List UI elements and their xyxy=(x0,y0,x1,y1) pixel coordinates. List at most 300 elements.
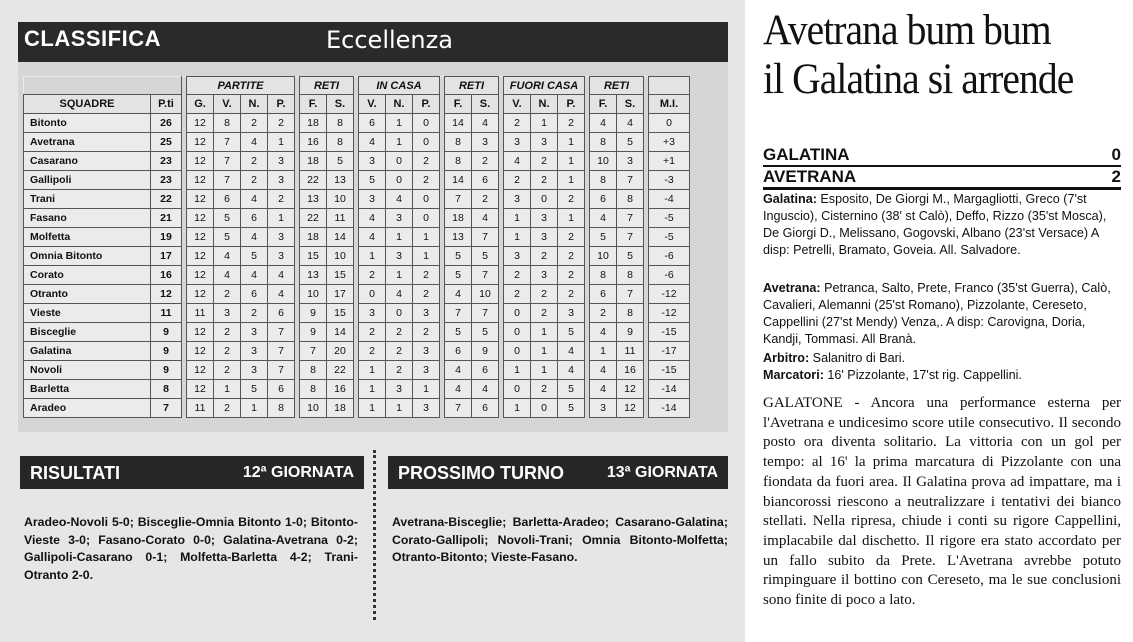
table-cell: -15 xyxy=(649,323,690,342)
avetrana-label: Avetrana: xyxy=(763,281,821,295)
column-header: F. xyxy=(590,95,617,114)
table-cell: 4 xyxy=(386,285,413,304)
table-cell: 1 xyxy=(359,380,386,399)
table-cell: 4 xyxy=(214,247,241,266)
table-cell: 4 xyxy=(617,114,644,133)
table-cell: 2 xyxy=(241,304,268,323)
table-cell: 7 xyxy=(617,209,644,228)
table-cell: -6 xyxy=(649,247,690,266)
table-cell: 2 xyxy=(558,247,585,266)
table-cell: 6 xyxy=(268,380,295,399)
team-name: Avetrana xyxy=(24,133,151,152)
table-cell: 2 xyxy=(268,114,295,133)
table-cell: 7 xyxy=(445,399,472,418)
table-cell: 12 xyxy=(617,399,644,418)
table-cell: 16 xyxy=(327,380,354,399)
group-reti-fuori: RETI xyxy=(590,77,644,95)
table-cell: 14 xyxy=(445,171,472,190)
table-cell: 0 xyxy=(504,342,531,361)
table-cell: 3 xyxy=(386,209,413,228)
table-cell: 2 xyxy=(504,114,531,133)
table-cell: 13 xyxy=(445,228,472,247)
table-cell: 5 xyxy=(214,228,241,247)
table-cell: 15 xyxy=(327,304,354,323)
table-cell: 8 xyxy=(327,133,354,152)
table-row xyxy=(24,266,690,285)
table-cell: 4 xyxy=(504,152,531,171)
table-cell: 1 xyxy=(386,399,413,418)
table-cell: -12 xyxy=(649,285,690,304)
table-cell: -14 xyxy=(649,380,690,399)
table-cell: 8 xyxy=(590,266,617,285)
table-cell: 1 xyxy=(386,228,413,247)
table-cell: 6 xyxy=(472,399,499,418)
table-cell: 6 xyxy=(241,209,268,228)
table-cell: 11 xyxy=(187,399,214,418)
table-cell: 8 xyxy=(617,266,644,285)
table-cell: 3 xyxy=(386,247,413,266)
team-points: 9 xyxy=(151,323,182,342)
table-cell: 14 xyxy=(445,114,472,133)
table-cell: 4 xyxy=(472,209,499,228)
table-cell: 11 xyxy=(187,304,214,323)
column-header: S. xyxy=(327,95,354,114)
table-cell: 13 xyxy=(300,190,327,209)
table-cell: 4 xyxy=(558,342,585,361)
team-name: Corato xyxy=(24,266,151,285)
team-points: 23 xyxy=(151,171,182,190)
table-cell: 22 xyxy=(300,209,327,228)
table-cell: 0 xyxy=(386,152,413,171)
table-cell: 12 xyxy=(187,152,214,171)
table-cell: 5 xyxy=(472,247,499,266)
home-team: GALATINA xyxy=(763,145,850,164)
table-cell: 1 xyxy=(531,342,558,361)
table-cell: 11 xyxy=(617,342,644,361)
table-cell: 3 xyxy=(268,247,295,266)
table-cell: 7 xyxy=(445,190,472,209)
table-cell: 2 xyxy=(359,323,386,342)
column-header: P. xyxy=(268,95,295,114)
table-cell: 1 xyxy=(504,228,531,247)
table-cell: 22 xyxy=(300,171,327,190)
table-cell: 1 xyxy=(386,114,413,133)
team-name: Trani xyxy=(24,190,151,209)
table-cell: 0 xyxy=(413,133,440,152)
table-cell: 12 xyxy=(187,342,214,361)
table-cell: 10 xyxy=(590,152,617,171)
table-cell: 17 xyxy=(327,285,354,304)
table-cell: 12 xyxy=(187,285,214,304)
table-cell: 7 xyxy=(268,342,295,361)
table-cell: 7 xyxy=(445,304,472,323)
table-row xyxy=(24,304,690,323)
column-header: P. xyxy=(413,95,440,114)
table-cell: 4 xyxy=(472,380,499,399)
table-cell: 0 xyxy=(386,304,413,323)
table-cell: 0 xyxy=(413,114,440,133)
table-cell: 1 xyxy=(359,399,386,418)
table-cell: 12 xyxy=(187,380,214,399)
table-cell: 4 xyxy=(359,209,386,228)
table-cell: 3 xyxy=(386,380,413,399)
table-cell: 5 xyxy=(241,380,268,399)
score-row-away xyxy=(763,167,1121,190)
table-cell: 3 xyxy=(241,361,268,380)
table-cell: 4 xyxy=(472,114,499,133)
table-cell: 8 xyxy=(445,133,472,152)
table-cell: 5 xyxy=(445,266,472,285)
table-row xyxy=(24,114,690,133)
table-cell: 1 xyxy=(413,228,440,247)
team-name: Molfetta xyxy=(24,228,151,247)
table-cell: 2 xyxy=(558,114,585,133)
column-header-row xyxy=(24,95,690,114)
column-header: N. xyxy=(241,95,268,114)
column-header: F. xyxy=(445,95,472,114)
article-headline xyxy=(763,6,1102,104)
column-header: G. xyxy=(187,95,214,114)
table-cell: 9 xyxy=(300,304,327,323)
table-cell: 2 xyxy=(241,114,268,133)
table-cell: 1 xyxy=(268,209,295,228)
column-divider xyxy=(373,450,382,620)
table-cell: -6 xyxy=(649,266,690,285)
table-cell: 3 xyxy=(531,133,558,152)
table-cell: 5 xyxy=(558,380,585,399)
table-cell: 1 xyxy=(558,152,585,171)
table-cell: 18 xyxy=(300,228,327,247)
team-points: 22 xyxy=(151,190,182,209)
table-cell: 3 xyxy=(531,228,558,247)
table-row xyxy=(24,247,690,266)
table-cell: 2 xyxy=(413,171,440,190)
galatina-label: Galatina: xyxy=(763,192,817,206)
table-cell: 7 xyxy=(214,152,241,171)
table-cell: 3 xyxy=(472,133,499,152)
table-cell: 18 xyxy=(300,114,327,133)
table-cell: 0 xyxy=(531,399,558,418)
standings-title: CLASSIFICA xyxy=(24,26,161,51)
table-cell: 4 xyxy=(214,266,241,285)
table-cell: 3 xyxy=(504,133,531,152)
table-cell: -5 xyxy=(649,228,690,247)
table-cell: 2 xyxy=(214,342,241,361)
team-points: 21 xyxy=(151,209,182,228)
column-header: V. xyxy=(214,95,241,114)
article-panel xyxy=(745,0,1133,642)
table-cell: 12 xyxy=(187,228,214,247)
team-points: 9 xyxy=(151,361,182,380)
table-cell: 2 xyxy=(531,247,558,266)
table-cell: 4 xyxy=(590,323,617,342)
table-cell: 1 xyxy=(504,399,531,418)
column-header: N. xyxy=(386,95,413,114)
table-cell: 12 xyxy=(617,380,644,399)
referee-line xyxy=(763,350,1121,367)
table-cell: 0 xyxy=(413,209,440,228)
table-cell: 8 xyxy=(617,190,644,209)
table-cell: 2 xyxy=(241,152,268,171)
table-row xyxy=(24,380,690,399)
table-cell: 3 xyxy=(413,361,440,380)
table-cell: 5 xyxy=(590,228,617,247)
table-cell: 5 xyxy=(617,247,644,266)
group-header-blank xyxy=(24,77,182,95)
team-points: 17 xyxy=(151,247,182,266)
table-cell: 2 xyxy=(214,285,241,304)
table-cell: 9 xyxy=(300,323,327,342)
galatina-players: Esposito, De Giorgi M., Margagliotti, Greco (7'st Inguscio), Cisternino (38' st Calò), Deffo, Rizzo (35'st Mosca), De Giorgi D., Melissano, Gogovski, Albano (23'st Versace) A disp: Petrelli, Bramato, Goveia. All. Salvadore. xyxy=(763,192,1107,257)
galatina-lineup xyxy=(763,191,1121,259)
table-cell: 11 xyxy=(327,209,354,228)
table-cell: 8 xyxy=(268,399,295,418)
table-cell: 2 xyxy=(214,361,241,380)
table-row xyxy=(24,171,690,190)
table-cell: 4 xyxy=(359,133,386,152)
table-cell: 18 xyxy=(327,399,354,418)
table-cell: 5 xyxy=(214,209,241,228)
scorers-line xyxy=(763,367,1121,384)
table-cell: 12 xyxy=(187,133,214,152)
table-cell: -12 xyxy=(649,304,690,323)
table-cell: 2 xyxy=(504,285,531,304)
column-header: S. xyxy=(617,95,644,114)
table-cell: -14 xyxy=(649,399,690,418)
avetrana-players: Petranca, Salto, Prete, Franco (35'st Guerra), Calò, Cavalieri, Alemanni (25'st Romano), Pizzolante, Cereseto, Cappellini (27'st Mendy) Venza,. A disp: Carovigna, Doria, Kandji, Tommasi. All Branà. xyxy=(763,281,1111,346)
table-cell: 2 xyxy=(558,266,585,285)
table-cell: 4 xyxy=(386,190,413,209)
article-body: GALATONE - Ancora una performance esterna per l'Avetrana e undicesimo score utile consecutivo. Il secondo posto ora diventa solitario. La vittoria con un gol per tempo: al 16' la prima marcatura di Pizzolante con una fiondata da fuori area. Il Galatina prova ad impattare, ma i biancorossi riescono a neutralizzare i tentativi dei bianco stellati. Nella ripresa, chiude i conti su rigore Cappellini, implacabile dal dischetto. Il rigore era stato accordato per un fallo subito da Prete. L'Avetrana avrebbe potuto rimpinguare il bottino con Cereseto, ma le sue conclusioni sono finite di poco a lato. xyxy=(763,395,1121,609)
table-row xyxy=(24,342,690,361)
table-cell: 3 xyxy=(558,304,585,323)
table-cell: 1 xyxy=(359,361,386,380)
table-cell: +3 xyxy=(649,133,690,152)
table-cell: 16 xyxy=(300,133,327,152)
away-score: 2 xyxy=(1111,167,1121,186)
table-cell: 5 xyxy=(445,247,472,266)
table-cell: 2 xyxy=(386,342,413,361)
table-cell: 4 xyxy=(558,361,585,380)
table-cell: 2 xyxy=(413,266,440,285)
referee-label: Arbitro: xyxy=(763,351,810,365)
table-cell: 1 xyxy=(241,399,268,418)
table-cell: 2 xyxy=(531,171,558,190)
standings-body xyxy=(24,114,690,418)
table-cell: 12 xyxy=(187,171,214,190)
table-cell: 3 xyxy=(241,342,268,361)
table-cell: 3 xyxy=(590,399,617,418)
team-points: 26 xyxy=(151,114,182,133)
table-cell: 2 xyxy=(386,361,413,380)
table-cell: 2 xyxy=(504,171,531,190)
table-cell: 4 xyxy=(268,266,295,285)
table-cell: 8 xyxy=(617,304,644,323)
table-cell: 14 xyxy=(327,228,354,247)
table-cell: 1 xyxy=(214,380,241,399)
table-cell: 2 xyxy=(472,190,499,209)
team-name: Omnia Bitonto xyxy=(24,247,151,266)
table-cell: 8 xyxy=(590,133,617,152)
table-cell: 12 xyxy=(187,247,214,266)
table-cell: 3 xyxy=(413,399,440,418)
scorers-label: Marcatori: xyxy=(763,368,824,382)
table-cell: 1 xyxy=(413,380,440,399)
table-cell: -5 xyxy=(649,209,690,228)
table-cell: 8 xyxy=(300,361,327,380)
table-row xyxy=(24,133,690,152)
table-cell: 3 xyxy=(413,304,440,323)
table-cell: 1 xyxy=(558,133,585,152)
table-cell: 2 xyxy=(241,171,268,190)
table-cell: -15 xyxy=(649,361,690,380)
column-header: N. xyxy=(531,95,558,114)
table-cell: 2 xyxy=(413,285,440,304)
table-cell: 3 xyxy=(531,209,558,228)
team-name: Otranto xyxy=(24,285,151,304)
table-cell: 1 xyxy=(504,209,531,228)
table-cell: 2 xyxy=(386,323,413,342)
table-cell: 2 xyxy=(531,152,558,171)
table-cell: 2 xyxy=(531,380,558,399)
table-cell: 0 xyxy=(504,323,531,342)
table-cell: 4 xyxy=(590,380,617,399)
team-name: Vieste xyxy=(24,304,151,323)
table-cell: 8 xyxy=(590,171,617,190)
column-header: S. xyxy=(472,95,499,114)
headline-line-2: il Galatina si arrende xyxy=(763,56,1074,103)
group-in-casa: IN CASA xyxy=(359,77,440,95)
table-cell: 4 xyxy=(241,228,268,247)
next-round-title: PROSSIMO TURNO xyxy=(398,463,565,483)
table-cell: 10 xyxy=(327,190,354,209)
table-cell: 7 xyxy=(268,323,295,342)
table-cell: 18 xyxy=(445,209,472,228)
table-cell: 3 xyxy=(268,152,295,171)
standings-table xyxy=(23,76,690,418)
table-cell: 5 xyxy=(617,133,644,152)
table-cell: 1 xyxy=(531,114,558,133)
table-row xyxy=(24,209,690,228)
table-cell: 3 xyxy=(504,190,531,209)
team-points: 16 xyxy=(151,266,182,285)
table-cell: 6 xyxy=(445,342,472,361)
table-cell: 6 xyxy=(590,190,617,209)
column-header: P. xyxy=(558,95,585,114)
table-row xyxy=(24,190,690,209)
table-cell: 22 xyxy=(327,361,354,380)
table-cell: 4 xyxy=(268,285,295,304)
column-header: F. xyxy=(300,95,327,114)
table-cell: 2 xyxy=(359,342,386,361)
group-header-row xyxy=(24,77,690,95)
table-cell: 0 xyxy=(386,171,413,190)
table-cell: +1 xyxy=(649,152,690,171)
table-cell: 9 xyxy=(617,323,644,342)
table-row xyxy=(24,399,690,418)
column-header: M.I. xyxy=(649,95,690,114)
table-cell: 3 xyxy=(617,152,644,171)
table-cell: 1 xyxy=(413,247,440,266)
results-text: Aradeo-Novoli 5-0; Bisceglie-Omnia Bitonto 1-0; Bitonto-Vieste 3-0; Fasano-Corato 0-0; Galatina-Avetrana 0-2; Gallipoli-Casarano 0-1; Molfetta-Barletta 4-2; Trani-Otranto 2-0. xyxy=(24,515,358,582)
team-points: 9 xyxy=(151,342,182,361)
table-cell: 1 xyxy=(359,247,386,266)
table-cell: 12 xyxy=(187,114,214,133)
table-cell: 2 xyxy=(504,266,531,285)
table-cell: 5 xyxy=(445,323,472,342)
team-name: Casarano xyxy=(24,152,151,171)
table-cell: 3 xyxy=(359,152,386,171)
team-name: Gallipoli xyxy=(24,171,151,190)
standings-table-area xyxy=(18,62,728,432)
group-reti: RETI xyxy=(300,77,354,95)
table-cell: 15 xyxy=(327,266,354,285)
score-row-home xyxy=(763,145,1121,167)
results-round: 12ª GIORNATA xyxy=(242,464,354,481)
table-cell: 2 xyxy=(413,323,440,342)
team-points: 12 xyxy=(151,285,182,304)
next-round-text: Avetrana-Bisceglie; Barletta-Aradeo; Casarano-Galatina; Corato-Gallipoli; Novoli-Trani; Omnia Bitonto-Molfetta; Otranto-Bitonto; Vieste-Fasano. xyxy=(392,515,728,564)
next-round-number: 13ª GIORNATA xyxy=(606,464,718,481)
column-header: SQUADRE xyxy=(24,95,151,114)
table-cell: 2 xyxy=(558,190,585,209)
table-cell: 12 xyxy=(187,190,214,209)
team-points: 23 xyxy=(151,152,182,171)
team-name: Bisceglie xyxy=(24,323,151,342)
table-cell: 4 xyxy=(241,266,268,285)
table-cell: 6 xyxy=(472,361,499,380)
table-cell: 5 xyxy=(359,171,386,190)
table-cell: 1 xyxy=(590,342,617,361)
table-cell: 14 xyxy=(327,323,354,342)
team-name: Fasano xyxy=(24,209,151,228)
team-points: 7 xyxy=(151,399,182,418)
column-header: P.ti xyxy=(151,95,182,114)
table-row xyxy=(24,228,690,247)
table-cell: 0 xyxy=(531,190,558,209)
table-cell: 15 xyxy=(300,247,327,266)
table-cell: 2 xyxy=(531,304,558,323)
table-cell: 10 xyxy=(590,247,617,266)
table-cell: 4 xyxy=(445,285,472,304)
table-cell: 2 xyxy=(472,152,499,171)
table-cell: 1 xyxy=(386,133,413,152)
table-cell: 8 xyxy=(327,114,354,133)
table-cell: 0 xyxy=(504,380,531,399)
table-cell: 1 xyxy=(386,266,413,285)
table-cell: 3 xyxy=(531,266,558,285)
table-cell: 2 xyxy=(531,285,558,304)
table-cell: 1 xyxy=(531,361,558,380)
table-cell: 7 xyxy=(214,133,241,152)
table-cell: 12 xyxy=(187,323,214,342)
results-title: RISULTATI xyxy=(30,463,120,483)
table-cell: 2 xyxy=(558,228,585,247)
table-cell: 4 xyxy=(590,209,617,228)
table-cell: 9 xyxy=(472,342,499,361)
table-cell: 6 xyxy=(268,304,295,323)
table-cell: 6 xyxy=(590,285,617,304)
table-cell: 18 xyxy=(300,152,327,171)
table-cell: 2 xyxy=(590,304,617,323)
table-cell: 5 xyxy=(327,152,354,171)
table-cell: 7 xyxy=(617,228,644,247)
table-cell: 5 xyxy=(558,323,585,342)
table-cell: 6 xyxy=(241,285,268,304)
team-points: 25 xyxy=(151,133,182,152)
table-cell: 8 xyxy=(445,152,472,171)
team-points: 19 xyxy=(151,228,182,247)
